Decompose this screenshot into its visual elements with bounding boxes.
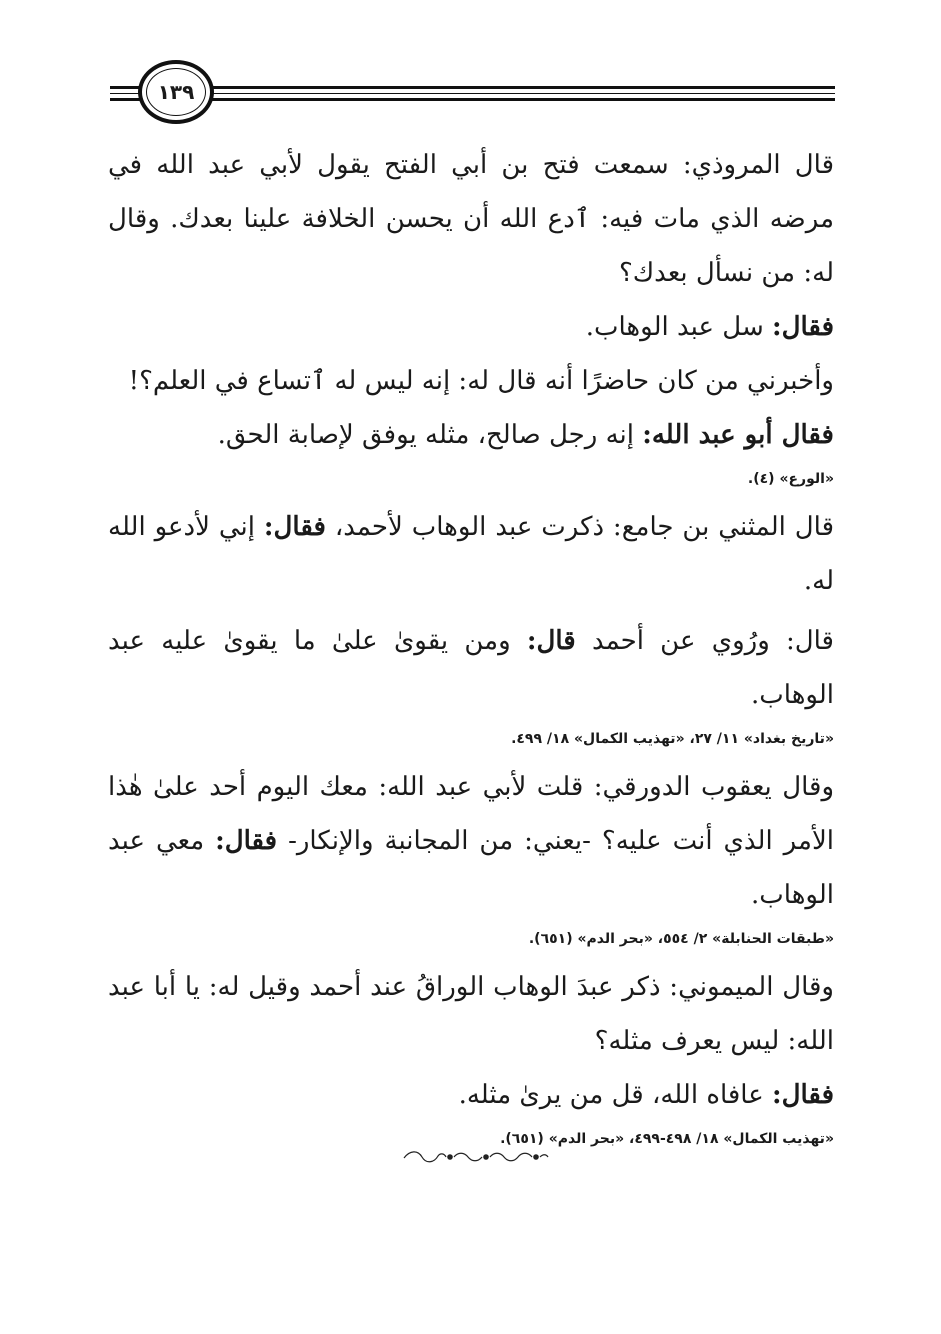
paragraph: [108, 760, 834, 922]
speaker-lead: فقال:: [772, 312, 834, 342]
paragraph-text: سل عبد الوهاب.: [585, 312, 772, 342]
source-citation: «الورع» (٤).: [747, 471, 834, 487]
paragraph: [108, 960, 834, 1068]
header-rule-thick-top: [110, 86, 835, 89]
page-body: [108, 138, 834, 1160]
source-citation: «تهذيب الكمال» ١٨/ ٤٩٨-٤٩٩، «بحر الدم» (٦٥١).: [500, 1131, 834, 1147]
paragraph: [108, 138, 834, 300]
source-citation: «تاريخ بغداد» ١١/ ٢٧، «تهذيب الكمال» ١٨/ ٤٩٩.: [511, 731, 834, 747]
paragraph-text: ومن يقوىٰ علىٰ ما يقوىٰ عليه عبد الوهاب.: [108, 626, 834, 710]
paragraph-text: قال المثني بن جامع: ذكرت عبد الوهاب لأحمد،: [325, 512, 835, 542]
speaker-lead: فقال:: [263, 512, 326, 542]
header-rule-thick-bottom: [110, 98, 835, 101]
speaker-lead: فقال:: [215, 826, 278, 856]
paragraph-text: قال: ورُوي عن أحمد: [575, 626, 834, 656]
floral-divider-icon: [400, 1148, 550, 1166]
speaker-lead: قال:: [526, 626, 576, 656]
paragraph-text: عافاه الله، قل من يرىٰ مثله.: [458, 1080, 772, 1110]
paragraph: [108, 500, 834, 608]
paragraph: [108, 354, 834, 408]
paragraph: [108, 614, 834, 722]
paragraph-text: إني لأدعو الله له.: [108, 512, 834, 596]
speaker-lead: فقال أبو عبد الله:: [642, 420, 834, 450]
page-header: [110, 60, 835, 130]
page-number: ١٣٩: [146, 68, 206, 116]
page-number-badge: [138, 60, 214, 124]
paragraph-text: قال المروذي: سمعت فتح بن أبي الفتح يقول لأبي عبد الله في مرضه الذي مات فيه: ٱدع الله أن يحسن الخلافة علينا بعدك. وقال له: من نسأل بعدك؟: [108, 150, 834, 288]
paragraph-text: إنه رجل صالح، مثله يوفق لإصابة الحق.: [217, 420, 643, 450]
paragraph-text: وقال يعقوب الدورقي: قلت لأبي عبد الله: معك اليوم أحد علىٰ هٰذا الأمر الذي أنت عليه؟ -يعني: من المجانبة والإنكار-: [108, 772, 834, 856]
speaker-lead: فقال:: [772, 1080, 834, 1110]
paragraph: [108, 1068, 834, 1122]
header-rule-thin: [110, 93, 835, 94]
paragraph-text: معي عبد الوهاب.: [108, 826, 834, 910]
paragraph: [108, 408, 834, 462]
source-citation: «طبقات الحنابلة» ٢/ ٥٥٤، «بحر الدم» (٦٥١).: [528, 931, 834, 947]
paragraph-text: وقال الميموني: ذكر عبدَ الوهاب الوراقُ عند أحمد وقيل له: يا أبا عبد الله: ليس يعرف مثله؟: [108, 972, 834, 1056]
paragraph-text: وأخبرني من كان حاضرًا أنه قال له: إنه ليس له ٱتساع في العلم؟!: [128, 366, 834, 396]
paragraph: [108, 300, 834, 354]
